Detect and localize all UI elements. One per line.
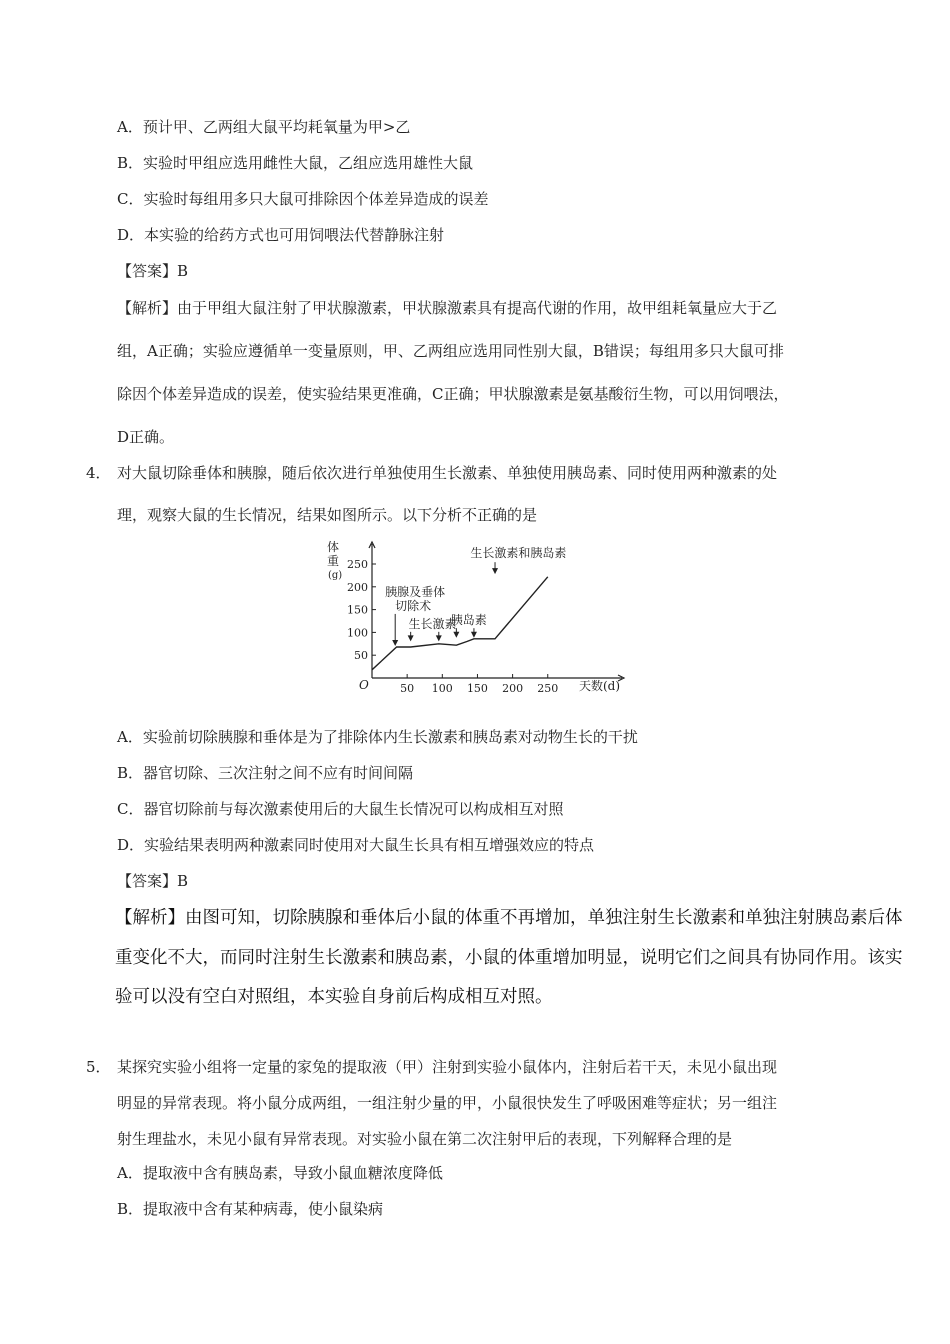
- q4-analysis-line: 重变化不大，而同时注射生长激素和胰岛素，小鼠的体重增加明显，说明它们之间具有协同作用。该实: [115, 948, 903, 968]
- y-tick-label: 100: [347, 626, 368, 640]
- q3-analysis-line: D正确。: [117, 428, 175, 446]
- insulin-arrow-head: [453, 632, 459, 638]
- q4-stem-line: 理，观察大鼠的生长情况，结果如图所示。以下分析不正确的是: [117, 506, 538, 524]
- q4-answer: 【答案】B: [117, 872, 189, 890]
- q3-option-c: C．实验时每组用多只大鼠可排除因个体差异造成的误差: [117, 190, 489, 208]
- q4-option-d: D．实验结果表明两种激素同时使用对大鼠生长具有相互增强效应的特点: [117, 836, 595, 854]
- annotation-label: 胰腺及垂体: [385, 584, 446, 599]
- q5-number: 5．: [86, 1058, 111, 1076]
- q3-option-d: D．本实验的给药方式也可用饲喂法代替静脉注射: [117, 226, 445, 244]
- insulin-arrow-head: [471, 632, 477, 638]
- x-tick-label: 150: [466, 682, 488, 695]
- annotation-label: 切除术: [395, 598, 432, 613]
- q4-analysis-line: 【解析】由图可知，切除胰腺和垂体后小鼠的体重不再增加，单独注射生长激素和单独注射胰岛素后体: [115, 908, 903, 928]
- y-axis-label: (g): [328, 570, 343, 581]
- y-tick-label: 250: [347, 558, 368, 571]
- q3-analysis-line: 【解析】由于甲组大鼠注射了甲状腺激素，甲状腺激素具有提高代谢的作用，故甲组耗氧量应大于乙: [117, 299, 778, 317]
- q3-answer: 【答案】B: [117, 262, 189, 280]
- q5-option-b: B．提取液中含有某种病毒，使小鼠染病: [117, 1200, 384, 1218]
- y-tick-label: 50: [354, 649, 368, 663]
- x-tick-label: 200: [502, 682, 524, 695]
- q5-stem-line: 某探究实验小组将一定量的家兔的提取液（甲）注射到实验小鼠体内，注射后若干天，未见小鼠出现: [117, 1058, 778, 1076]
- x-axis-label: 天数(d): [579, 679, 621, 693]
- q5-stem-line: 射生理盐水，未见小鼠有异常表现。对实验小鼠在第二次注射甲后的表现，下列解释合理的是: [117, 1130, 733, 1148]
- q3-option-b: B．实验时甲组应选用雌性大鼠，乙组应选用雄性大鼠: [117, 154, 474, 172]
- q4-option-b: B．器官切除、三次注射之间不应有时间间隔: [117, 764, 414, 782]
- y-tick-label: 200: [347, 580, 368, 594]
- growth-hormone-arrow-head: [436, 635, 442, 641]
- growth-hormone-arrow-head: [408, 635, 414, 641]
- combined-hormone-arrow-head: [492, 568, 498, 574]
- origin-label: O: [359, 678, 369, 692]
- q4-option-a: A．实验前切除胰腺和垂体是为了排除体内生长激素和胰岛素对动物生长的干扰: [117, 728, 638, 746]
- q4-number: 4．: [86, 464, 111, 482]
- annotation-label: 生长激素和胰岛素: [470, 546, 567, 561]
- x-tick-label: 100: [431, 682, 453, 695]
- y-axis-label: 重: [327, 554, 340, 568]
- q4-option-c: C．器官切除前与每次激素使用后的大鼠生长情况可以构成相互对照: [117, 800, 564, 818]
- x-tick-label: 50: [400, 682, 415, 695]
- q5-stem-line: 明显的异常表现。将小鼠分成两组，一组注射少量的甲，小鼠很快发生了呼吸困难等症状；另一组注: [117, 1094, 778, 1112]
- q3-analysis-line: 组，A正确；实验应遵循单一变量原则，甲、乙两组应选用同性别大鼠，B错误；每组用多只大鼠可排: [117, 342, 784, 360]
- q5-option-a: A．提取液中含有胰岛素，导致小鼠血糖浓度降低: [117, 1164, 443, 1182]
- q4-stem-line: 对大鼠切除垂体和胰腺，随后依次进行单独使用生长激素、单独使用胰岛素、同时使用两种激素的处: [117, 464, 778, 482]
- y-tick-label: 150: [347, 603, 368, 617]
- annotation-label: 生长激素: [408, 616, 457, 631]
- x-tick-label: 250: [537, 682, 559, 695]
- q4-analysis-line: 验可以没有空白对照组，本实验自身前后构成相互对照。: [115, 987, 553, 1007]
- q3-option-a: A．预计甲、乙两组大鼠平均耗氧量为甲>乙: [117, 118, 411, 136]
- growth-chart: [322, 538, 642, 698]
- annotation-label: 胰岛素: [450, 613, 487, 628]
- q3-analysis-line: 除因个体差异造成的误差，使实验结果更准确，C正确；甲状腺激素是氨基酸衍生物，可以用饲喂法，: [117, 385, 789, 403]
- y-axis-label: 体: [327, 540, 340, 554]
- surgery-arrow-head: [392, 640, 398, 646]
